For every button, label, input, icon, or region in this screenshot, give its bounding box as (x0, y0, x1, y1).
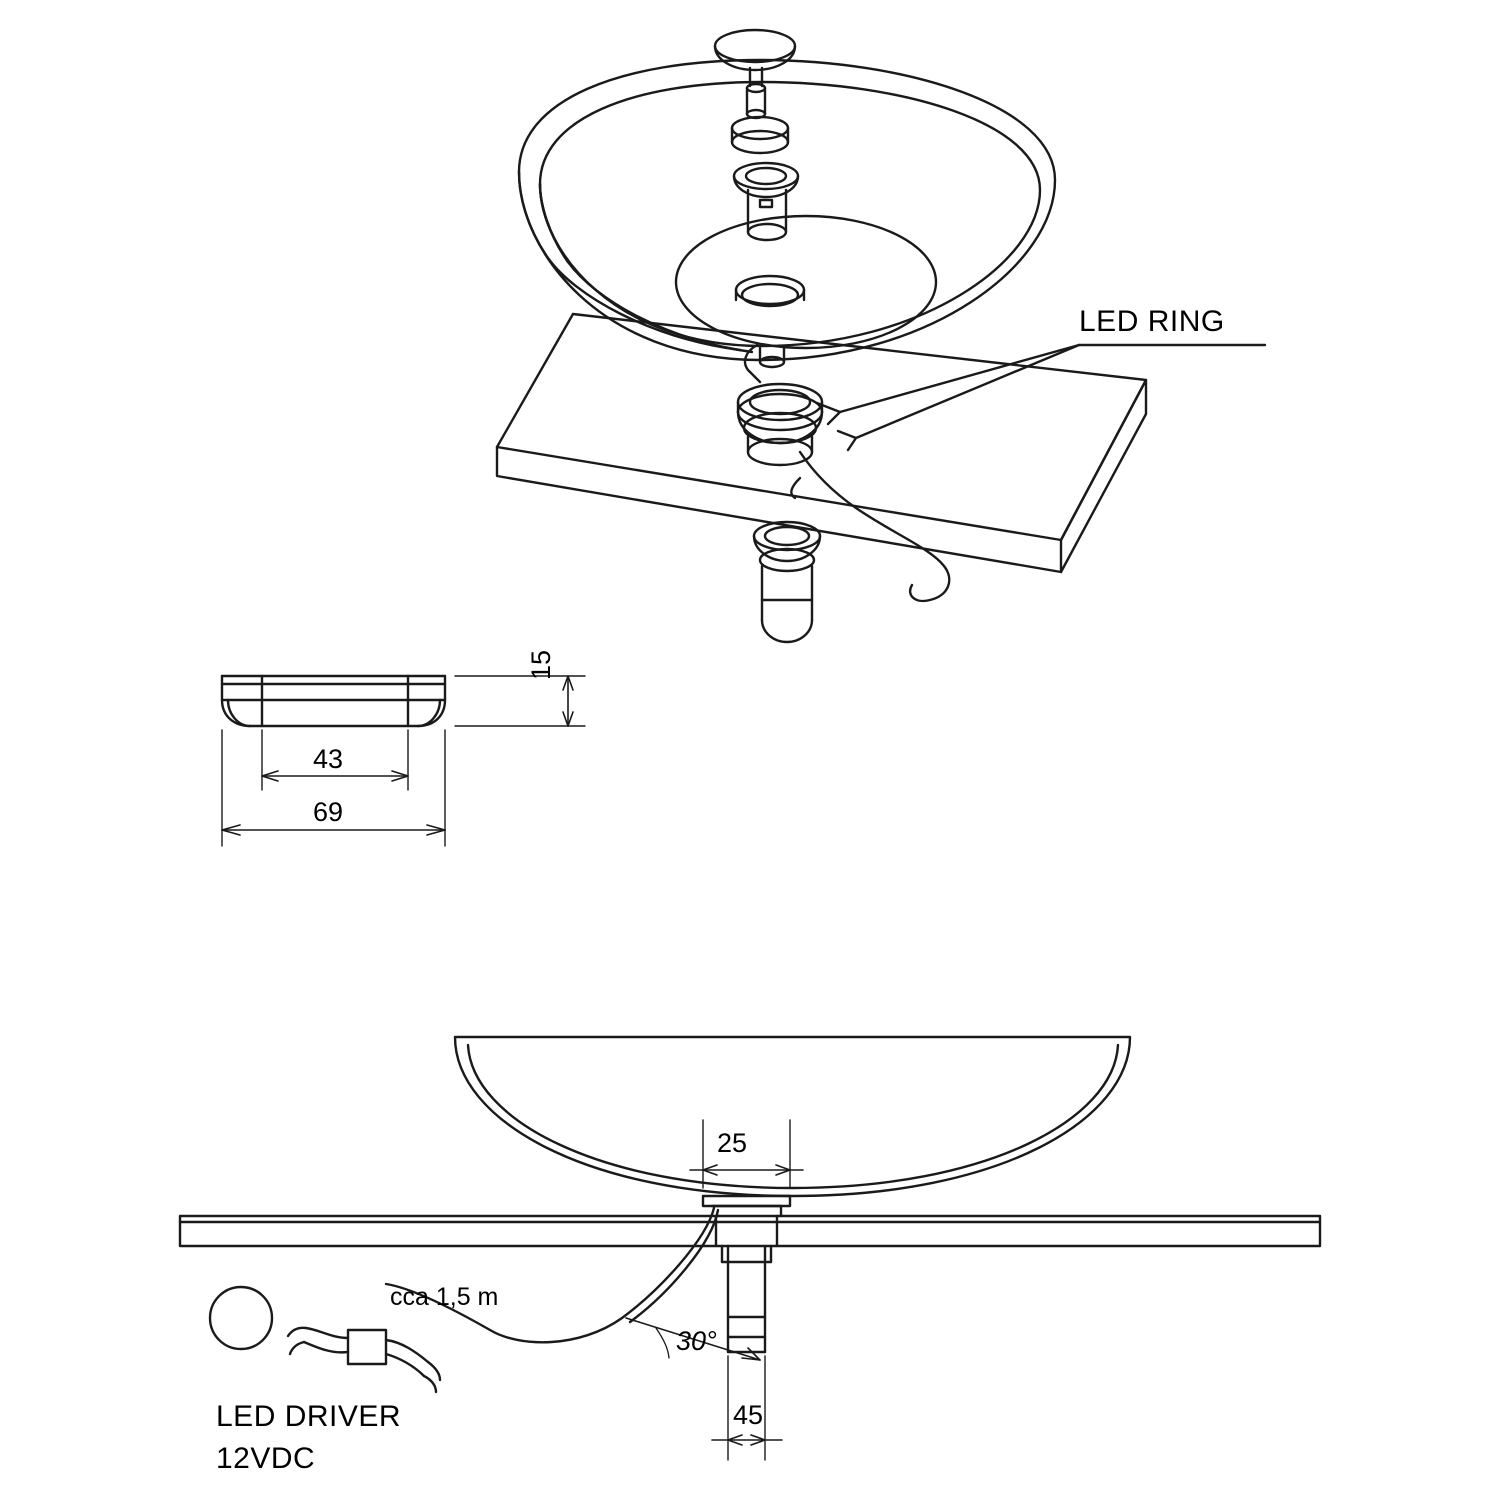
led-driver-label: LED DRIVER (216, 1400, 402, 1433)
led-ring-leader (817, 345, 1265, 450)
pop-up-stopper (715, 30, 795, 118)
dimension-45 (712, 1435, 782, 1445)
led-ring (738, 384, 822, 465)
drain-sleeve-upper (734, 163, 798, 240)
dimension-25 (690, 1165, 803, 1175)
dimension-43-text: 43 (313, 744, 344, 774)
drain-tailpiece (754, 522, 820, 642)
dimension-69-text: 69 (313, 797, 344, 827)
dimension-45-text: 45 (733, 1400, 764, 1430)
cable-length-note: cca 1,5 m (390, 1283, 499, 1311)
basin-bowl-section (455, 1037, 1130, 1196)
led-cable-section (386, 1208, 718, 1342)
stopper-seat (732, 117, 788, 153)
dimension-15-text: 15 (526, 649, 556, 680)
led-driver-voltage-label: 12VDC (216, 1442, 316, 1475)
countertop-section (180, 1216, 1320, 1246)
dimension-extension-lines (222, 676, 585, 846)
angle-30-text: 30° (676, 1326, 717, 1356)
dimension-15 (563, 676, 573, 726)
led-ring-section-view (222, 676, 585, 846)
dimension-25-text: 25 (717, 1128, 748, 1158)
led-ring-label: LED RING (1079, 305, 1225, 338)
led-cable (800, 452, 949, 601)
assembled-section-view (180, 1037, 1320, 1460)
